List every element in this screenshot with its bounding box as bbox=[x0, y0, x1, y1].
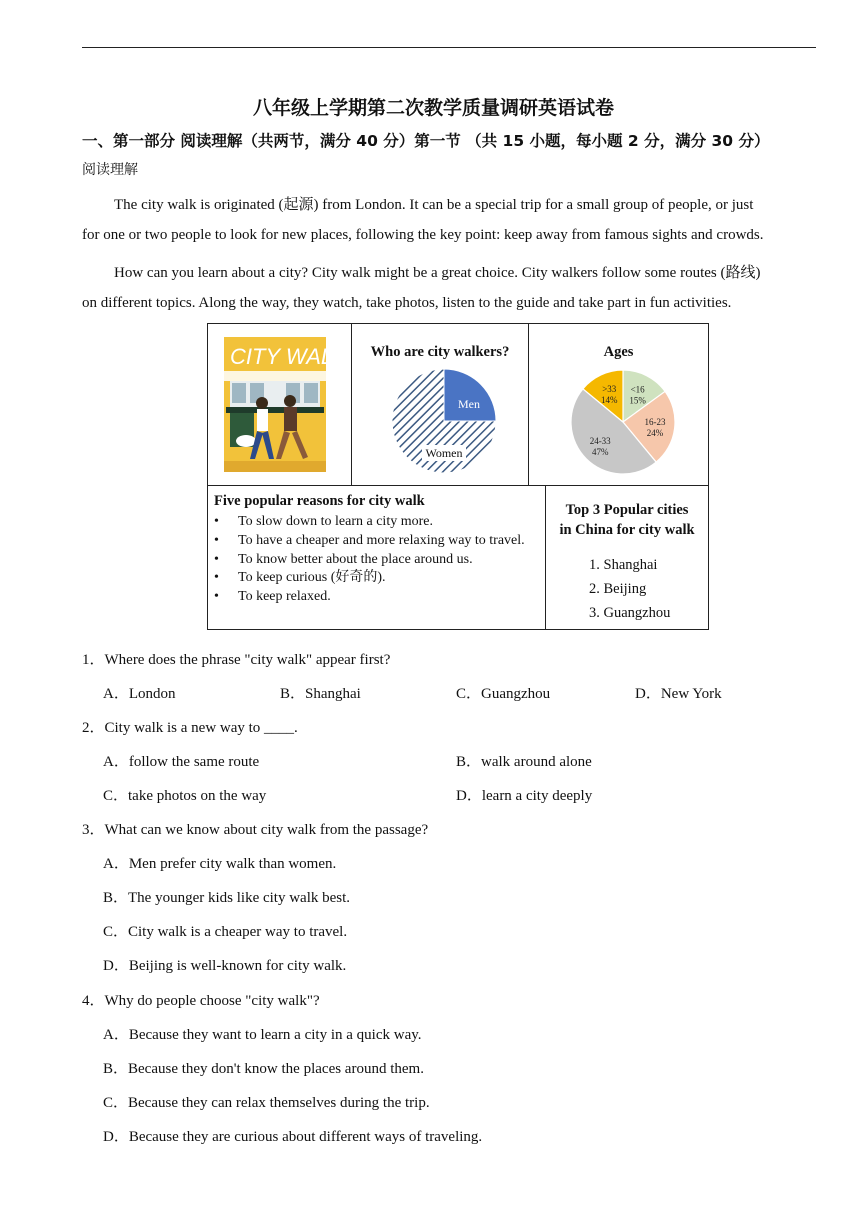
reasons-title: Five popular reasons for city walk bbox=[214, 493, 425, 509]
reason-text: To keep relaxed. bbox=[238, 589, 331, 605]
poster-illustration bbox=[224, 337, 348, 472]
reason-item bbox=[214, 551, 538, 570]
ages-chart bbox=[529, 324, 708, 485]
bullet: • bbox=[214, 589, 219, 605]
poster-title: CITY WALK bbox=[230, 344, 348, 369]
slice-label: <16 bbox=[630, 384, 645, 395]
question-stem: 3．What can we know about city walk from the passage? bbox=[82, 822, 429, 838]
reason-item bbox=[214, 532, 538, 551]
option-b[interactable]: B．The younger kids like city walk best. bbox=[103, 890, 351, 906]
reason-item bbox=[214, 569, 538, 588]
walkers-pie bbox=[352, 324, 528, 485]
option-b[interactable]: B．Shanghai bbox=[280, 686, 361, 702]
option-c[interactable]: C．City walk is a cheaper way to travel. bbox=[103, 924, 348, 940]
reason-text: To know better about the place around us. bbox=[238, 551, 473, 567]
passage-line: for one or two people to look for new places, following the key point: keep away from famous sights and crowds. bbox=[82, 227, 764, 243]
option-b[interactable]: B．walk around alone bbox=[456, 754, 592, 770]
page-title: 八年级上学期第二次教学质量调研英语试卷 bbox=[252, 97, 614, 119]
reasons-list bbox=[214, 513, 538, 607]
slice-label-men: Men bbox=[458, 397, 480, 411]
cities-title-line: Top 3 Popular cities bbox=[565, 502, 689, 518]
question-stem: 4．Why do people choose "city walk"? bbox=[82, 993, 320, 1009]
walkers-chart bbox=[352, 324, 528, 485]
pie-slice-men bbox=[444, 369, 496, 421]
city-item: 2. Beijing bbox=[589, 581, 647, 597]
option-c[interactable]: C．Guangzhou bbox=[456, 686, 551, 702]
option-d[interactable]: D．New York bbox=[635, 686, 722, 702]
passage-line: How can you learn about a city? City walk might be a great choice. City walkers follow some routes (路线) bbox=[114, 265, 761, 281]
bullet: • bbox=[214, 551, 219, 567]
infographic-figure bbox=[207, 323, 709, 630]
reasons-panel bbox=[208, 486, 545, 629]
slice-label-women: Women bbox=[425, 446, 463, 460]
reason-text: To have a cheaper and more relaxing way to travel. bbox=[238, 532, 525, 548]
option-d[interactable]: D．learn a city deeply bbox=[456, 788, 593, 804]
slice-label: >33 bbox=[602, 383, 617, 394]
subsection-heading: 阅读理解 bbox=[82, 162, 138, 178]
city-item: 3. Guangzhou bbox=[589, 605, 671, 621]
slice-value-label: 14% bbox=[601, 394, 618, 405]
bullet: • bbox=[214, 514, 219, 529]
question-stem: 2．City walk is a new way to ____. bbox=[82, 720, 298, 736]
ages-chart-title: Ages bbox=[603, 344, 634, 360]
reason-text: To slow down to learn a city more. bbox=[238, 514, 433, 529]
slice-label: 16-23 bbox=[644, 417, 666, 428]
top-rule bbox=[82, 47, 816, 48]
bullet: • bbox=[214, 532, 219, 548]
walkers-chart-title: Who are city walkers? bbox=[370, 344, 510, 360]
question-stem: 1．Where does the phrase "city walk" appear first? bbox=[82, 652, 391, 668]
option-a[interactable]: A．follow the same route bbox=[103, 754, 260, 770]
option-d[interactable]: D．Because they are curious about different ways of traveling. bbox=[103, 1129, 483, 1145]
option-d[interactable]: D．Beijing is well-known for city walk. bbox=[103, 958, 347, 974]
slice-label: 24-33 bbox=[589, 435, 611, 446]
passage-line: on different topics. Along the way, they watch, take photos, listen to the guide and take part in fun activities. bbox=[82, 295, 732, 311]
city-walk-poster bbox=[224, 337, 348, 472]
option-a[interactable]: A．Because they want to learn a city in a quick way. bbox=[103, 1027, 422, 1043]
slice-value-label: 47% bbox=[591, 446, 609, 457]
option-a[interactable]: A．Men prefer city walk than women. bbox=[103, 856, 337, 872]
reason-text: To keep curious (好奇的). bbox=[238, 570, 386, 586]
option-c[interactable]: C．Because they can relax themselves during the trip. bbox=[103, 1095, 430, 1111]
cities-panel bbox=[546, 486, 708, 629]
option-a[interactable]: A．London bbox=[103, 686, 176, 702]
cities-title-line: in China for city walk bbox=[559, 522, 695, 538]
bullet: • bbox=[214, 570, 219, 586]
ages-pie bbox=[529, 324, 708, 485]
cities-title bbox=[546, 500, 708, 540]
city-item: 1. Shanghai bbox=[589, 557, 658, 573]
slice-value-label: 24% bbox=[646, 428, 664, 439]
reason-item bbox=[214, 513, 538, 532]
option-c[interactable]: C．take photos on the way bbox=[103, 788, 267, 804]
option-b[interactable]: B．Because they don't know the places around them. bbox=[103, 1061, 424, 1077]
passage-line: The city walk is originated (起源) from London. It can be a special trip for a small group of people, or just bbox=[114, 197, 754, 213]
slice-value-label: 15% bbox=[629, 395, 646, 406]
reason-item bbox=[214, 588, 538, 607]
cities-list bbox=[589, 553, 670, 625]
section-heading: 一、第一部分 阅读理解（共两节，满分 40 分）第一节 （共 15 小题，每小题 2 分，满分 30 分） bbox=[82, 132, 770, 150]
